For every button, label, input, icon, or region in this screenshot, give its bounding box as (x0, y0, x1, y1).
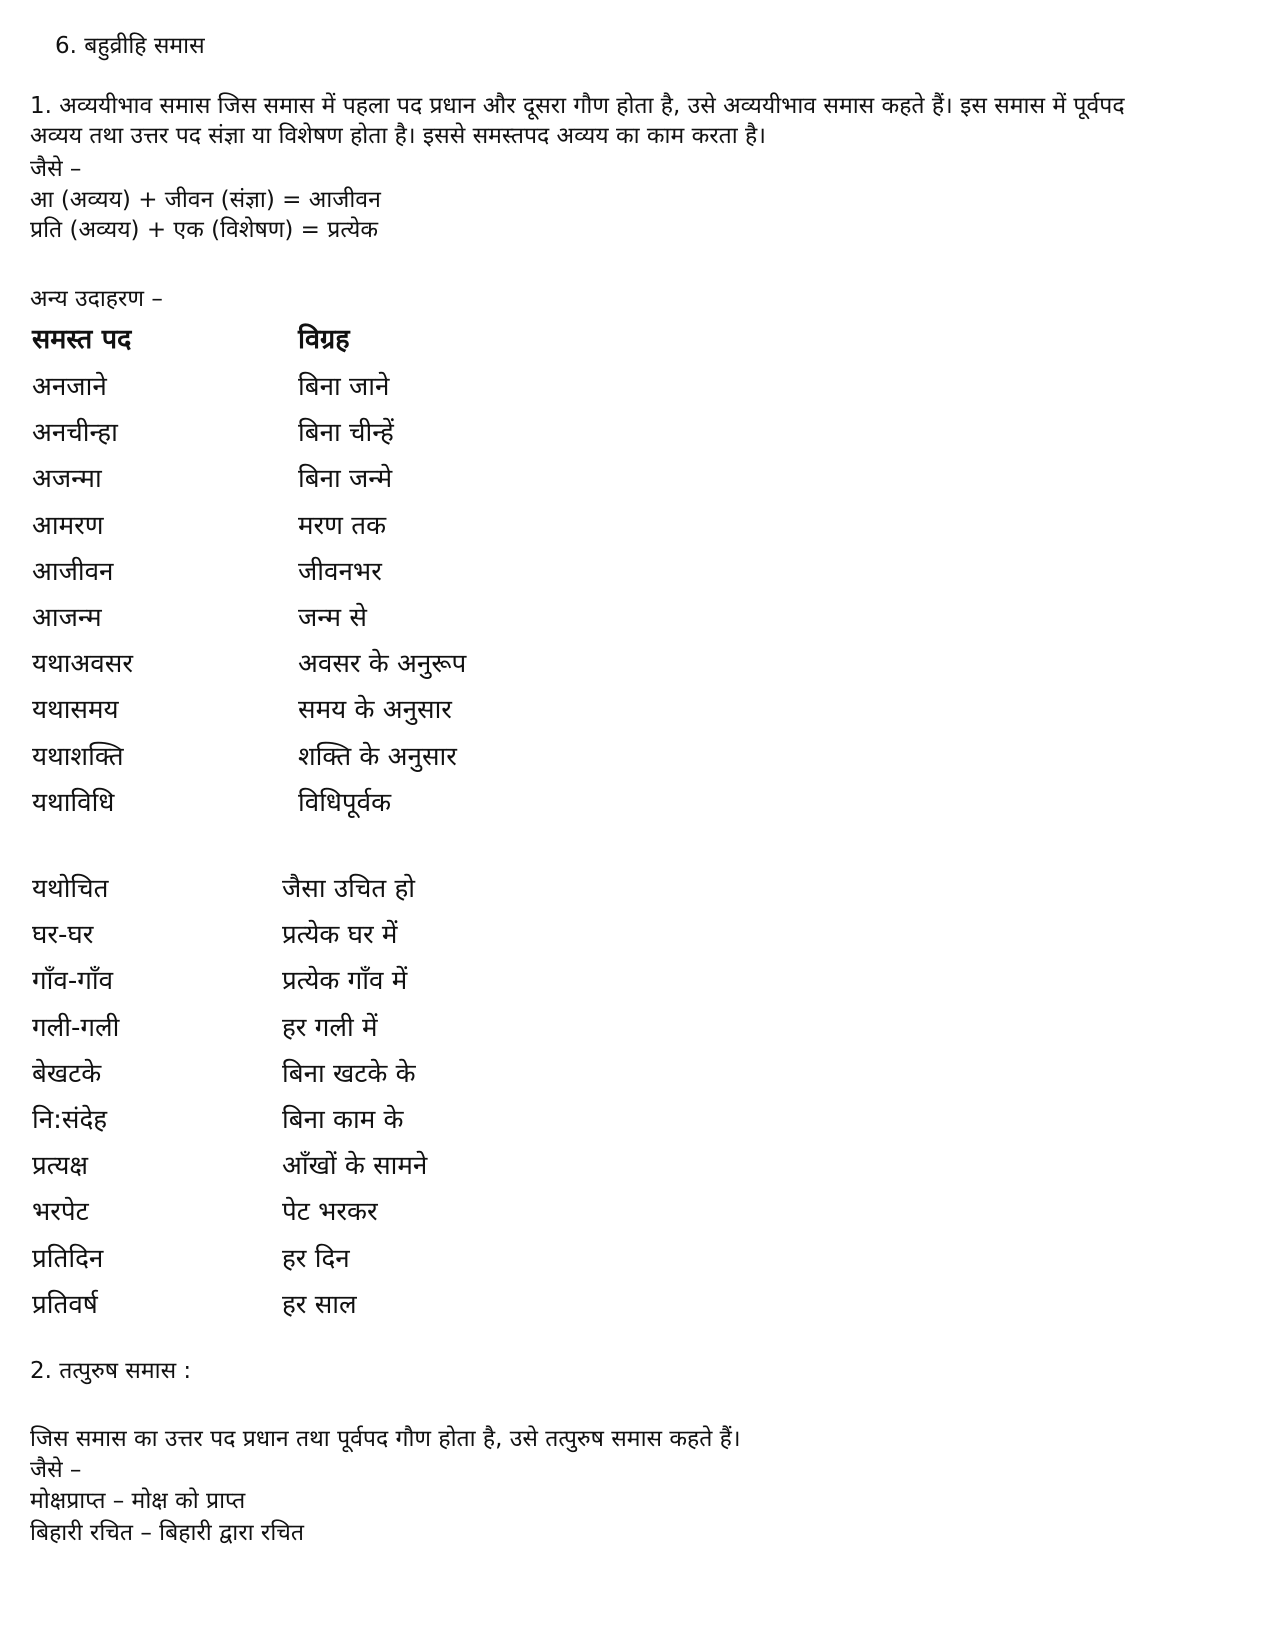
table1-row-term: अजन्मा (32, 464, 102, 495)
table1-row-term: यथाअवसर (32, 649, 133, 680)
section1-other-examples-label: अन्य उदाहरण – (30, 286, 163, 312)
table1-row-meaning: अवसर के अनुरूप (298, 649, 467, 680)
table2-row-meaning: हर दिन (282, 1243, 350, 1274)
table2-row-meaning: बिना काम के (282, 1105, 404, 1135)
table2-row-term: यथोचित (32, 874, 109, 904)
table1-row-meaning: शक्ति के अनुसार (298, 741, 457, 772)
table2-row-meaning: प्रत्येक गाँव में (282, 966, 408, 997)
table1-row-meaning: बिना जन्मे (298, 464, 393, 495)
table1-row-term: आजीवन (32, 556, 114, 587)
table1-row-term: यथाविधि (32, 787, 115, 818)
table1-row-meaning: बिना जाने (298, 372, 390, 402)
table1-row-term: अनचीन्हा (32, 418, 118, 449)
table1-row-meaning: समय के अनुसार (298, 695, 452, 726)
table2-row-meaning: आँखों के सामने (282, 1151, 428, 1182)
table1-row-term: आमरण (32, 510, 104, 541)
section2-example1: मोक्षप्राप्त – मोक्ष को प्राप्त (30, 1488, 246, 1514)
section2-title: 2. तत्पुरुष समास : (30, 1358, 192, 1384)
table1-row-meaning: विधिपूर्वक (298, 787, 392, 818)
table1-row-term: यथाशक्ति (32, 741, 124, 772)
table1-header-meaning: विग्रह (298, 324, 350, 355)
table2-row-term: गाँव-गाँव (32, 966, 114, 997)
table1-row-term: अनजाने (32, 372, 107, 402)
section1-example1: आ (अव्यय) + जीवन (संज्ञा) = आजीवन (30, 187, 381, 213)
table1-header-term: समस्त पद (32, 324, 132, 355)
table2-row-term: गली-गली (32, 1012, 120, 1043)
table2-row-meaning: प्रत्येक घर में (282, 920, 398, 951)
table2-row-term: प्रतिदिन (32, 1243, 104, 1274)
section1-example-label: जैसे – (30, 156, 82, 182)
table2-row-term: घर-घर (32, 920, 94, 951)
table2-row-meaning: जैसा उचित हो (282, 874, 415, 904)
list-item-6: 6. बहुव्रीहि समास (55, 33, 205, 59)
table2-row-term: बेखटके (32, 1058, 102, 1089)
table2-row-meaning: पेट भरकर (282, 1197, 378, 1228)
table2-row-meaning: बिना खटके के (282, 1058, 416, 1089)
section2-example2: बिहारी रचित – बिहारी द्वारा रचित (30, 1520, 305, 1546)
table2-row-meaning: हर गली में (282, 1012, 378, 1043)
table1-row-term: आजन्म (32, 603, 102, 633)
table1-row-term: यथासमय (32, 695, 119, 726)
section2-definition: जिस समास का उत्तर पद प्रधान तथा पूर्वपद गौण होता है, उसे तत्पुरुष समास कहते हैं। (30, 1426, 741, 1452)
table2-row-term: प्रतिवर्ष (32, 1289, 98, 1320)
section1-title-line: 1. अव्ययीभाव समास जिस समास में पहला पद प्रधान और दूसरा गौण होता है, उसे अव्ययीभाव समास कहते हैं। इस समास में पूर्वपद (30, 93, 1125, 119)
section2-example-label: जैसे – (30, 1457, 82, 1483)
table1-row-meaning: बिना चीन्हें (298, 418, 394, 449)
table2-row-meaning: हर साल (282, 1289, 357, 1320)
table1-row-meaning: मरण तक (298, 510, 387, 541)
table2-row-term: नि:संदेह (32, 1105, 108, 1135)
table2-row-term: प्रत्यक्ष (32, 1151, 89, 1182)
table1-row-meaning: जीवनभर (298, 556, 382, 587)
table2-row-term: भरपेट (32, 1197, 89, 1228)
section1-example2: प्रति (अव्यय) + एक (विशेषण) = प्रत्येक (30, 217, 379, 243)
table1-row-meaning: जन्म से (298, 603, 367, 633)
section1-line2: अव्यय तथा उत्तर पद संज्ञा या विशेषण होता है। इससे समस्तपद अव्यय का काम करता है। (30, 123, 766, 149)
